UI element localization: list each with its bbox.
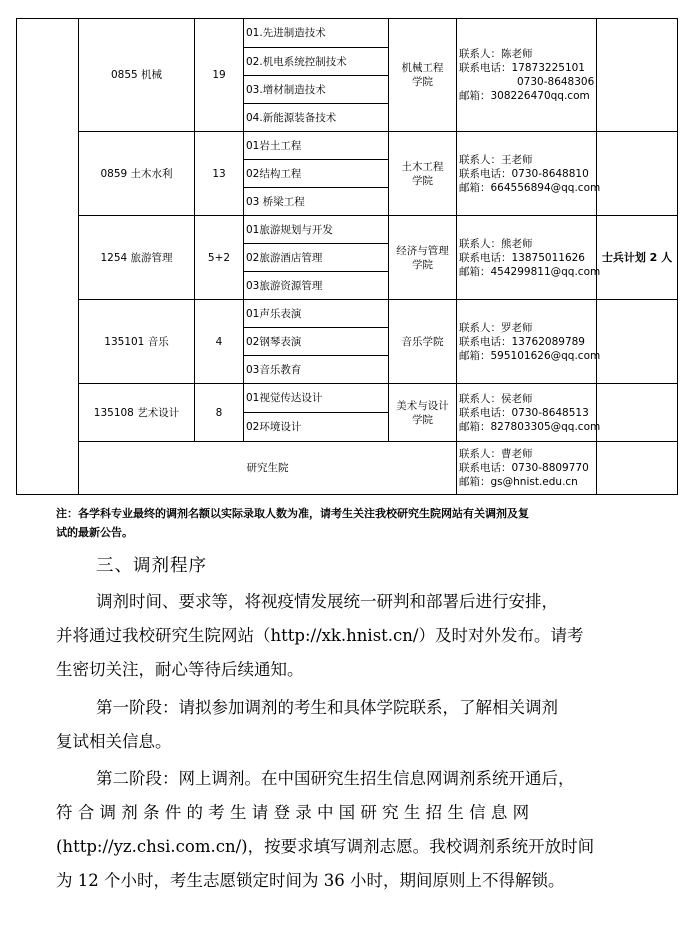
contact-cell: 联系人：曹老师 联系电话：0730-8809770 邮箱：gs@hnist.edu.cn xyxy=(457,442,597,495)
direction-cell: 03 桥梁工程 xyxy=(244,188,389,216)
count-cell: 4 xyxy=(195,300,244,384)
direction-cell: 01声乐表演 xyxy=(244,300,389,328)
direction-cell: 03.增材制造技术 xyxy=(244,76,389,104)
paragraph-line: 第二阶段：网上调剂。在中国研究生招生信息网调剂系统开通后， xyxy=(96,769,575,788)
count-cell: 13 xyxy=(195,132,244,216)
direction-cell: 04.新能源装备技术 xyxy=(244,104,389,132)
direction-cell: 02结构工程 xyxy=(244,160,389,188)
table-footnote xyxy=(56,504,656,542)
direction-cell: 01岩土工程 xyxy=(244,132,389,160)
note-cell xyxy=(597,300,678,384)
contact-cell: 联系人：熊老师 联系电话：13875011626 邮箱：454299811@qq.com xyxy=(457,216,597,300)
note-cell xyxy=(597,442,678,495)
paragraph-line: 并将通过我校研究生院网站（http://xk.hnist.cn/）及时对外发布。请考 xyxy=(56,626,584,645)
contact-cell: 联系人：侯老师 联系电话：0730-8648513 邮箱：827803305@qq.com xyxy=(457,384,597,442)
direction-cell: 02环境设计 xyxy=(244,413,389,442)
major-cell: 0859 土木水利 xyxy=(79,132,195,216)
grad-school-cell: 研究生院 xyxy=(79,442,457,495)
paragraph-line: 复试相关信息。 xyxy=(56,732,172,751)
direction-cell: 03音乐教育 xyxy=(244,356,389,384)
contact-cell: 联系人：王老师 联系电话：0730-8648810 邮箱：664556894@qq.com xyxy=(457,132,597,216)
contact-cell: 联系人：罗老师 联系电话：13762089789 邮箱：595101626@qq.com xyxy=(457,300,597,384)
college-cell: 经济与管理 学院 xyxy=(389,216,457,300)
paragraph-line: 符 合 调 剂 条 件 的 考 生 请 登 录 中 国 研 究 生 招 生 信 息 网 xyxy=(56,803,530,822)
note-cell xyxy=(597,19,678,132)
paragraph-line: 第一阶段：请拟参加调剂的考生和具体学院联系，了解相关调剂 xyxy=(96,698,558,717)
direction-cell: 01旅游规划与开发 xyxy=(244,216,389,244)
note-cell xyxy=(597,132,678,216)
direction-cell: 01.先进制造技术 xyxy=(244,19,389,48)
direction-cell: 03旅游资源管理 xyxy=(244,272,389,300)
college-cell: 音乐学院 xyxy=(389,300,457,384)
college-cell: 机械工程 学院 xyxy=(389,19,457,132)
paragraph-timing xyxy=(56,585,666,687)
paragraph-stage-one xyxy=(56,691,666,759)
direction-cell: 01视觉传达设计 xyxy=(244,384,389,413)
count-cell: 5+2 xyxy=(195,216,244,300)
major-cell: 135101 音乐 xyxy=(79,300,195,384)
major-cell: 1254 旅游管理 xyxy=(79,216,195,300)
direction-cell: 02钢琴表演 xyxy=(244,328,389,356)
count-cell: 8 xyxy=(195,384,244,442)
blank-first-column xyxy=(17,19,79,495)
major-cell: 0855 机械 xyxy=(79,19,195,132)
paragraph-stage-two xyxy=(56,762,666,898)
footnote-line: 注：各学科专业最终的调剂名额以实际录取人数为准，请考生关注我校研究生院网站有关调剂及复 xyxy=(56,507,529,520)
footnote-line: 试的最新公告。 xyxy=(56,526,133,539)
paragraph-line: 生密切关注，耐心等待后续通知。 xyxy=(56,660,304,679)
paragraph-line: (http://yz.chsi.com.cn/)，按要求填写调剂志愿。我校调剂系统开放时间 xyxy=(56,837,595,856)
contact-cell: 联系人：陈老师 联系电话：17873225101 0730-8648306 邮箱：308226470qq.com xyxy=(457,19,597,132)
count-cell: 19 xyxy=(195,19,244,132)
major-cell: 135108 艺术设计 xyxy=(79,384,195,442)
college-cell: 土木工程 学院 xyxy=(389,132,457,216)
note-cell: 士兵计划 2 人 xyxy=(597,216,678,300)
direction-cell: 02旅游酒店管理 xyxy=(244,244,389,272)
section-title: 三、调剂程序 xyxy=(96,556,207,576)
college-cell: 美术与设计 学院 xyxy=(389,384,457,442)
direction-cell: 02.机电系统控制技术 xyxy=(244,48,389,76)
paragraph-line: 为 12 个小时，考生志愿锁定时间为 36 小时，期间原则上不得解锁。 xyxy=(56,871,565,890)
paragraph-line: 调剂时间、要求等，将视疫情发展统一研判和部署后进行安排， xyxy=(96,592,558,611)
note-cell xyxy=(597,384,678,442)
adjustment-table xyxy=(16,18,678,495)
